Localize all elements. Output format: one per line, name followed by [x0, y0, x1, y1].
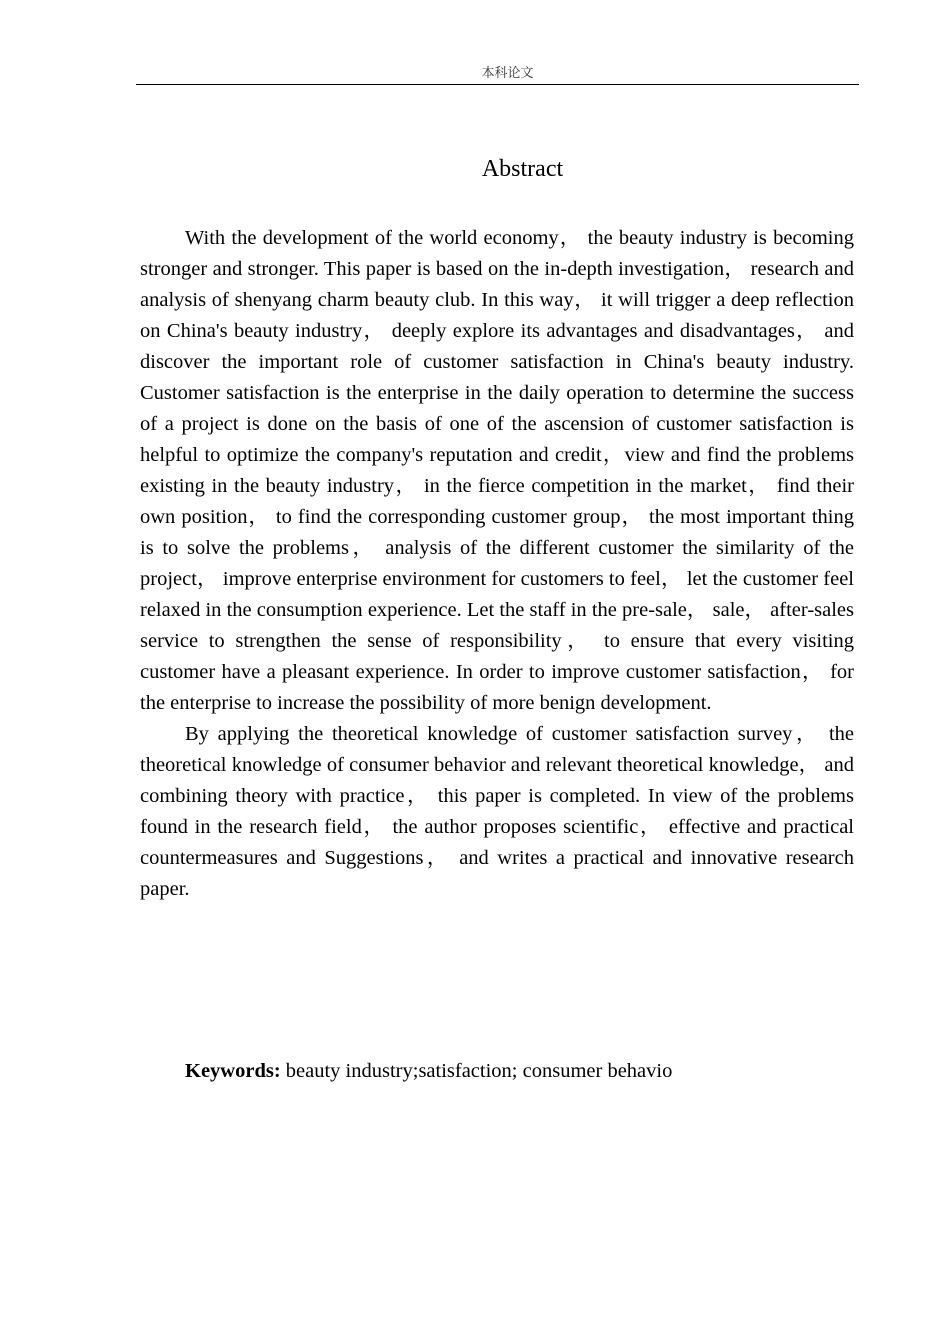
- page-header: [136, 64, 859, 85]
- keywords-label: Keywords:: [185, 1060, 281, 1082]
- keywords-text: beauty industry;satisfaction; consumer behavio: [280, 1060, 673, 1082]
- keywords-line: [185, 1056, 865, 1087]
- abstract-paragraph-1: With the development of the world economy， the beauty industry is becoming stronger and stronger. This paper is based on the in-depth investigation， research and analysis of shenyang charm beauty club. In this way， it will trigger a deep reflection on China's beauty industry， deeply explore its advantages and disadvantages， and discover the important role of customer satisfaction in China's beauty industry. Customer satisfaction is the enterprise in the daily operation to determine the success of a project is done on the basis of one of the ascension of customer satisfaction is helpful to optimize the company's reputation and credit，view and find the problems existing in the beauty industry， in the fierce competition in the market， find their own position， to find the corresponding customer group， the most important thing is to solve the problems， analysis of the different customer the similarity of the project， improve enterprise environment for customers to feel， let the customer feel relaxed in the consumption experience. Let the staff in the pre-sale， sale， after-sales service to strengthen the sense of responsibility， to ensure that every visiting customer have a pleasant experience. In order to improve customer satisfaction， for the enterprise to increase the possibility of more benign development.: [140, 227, 854, 714]
- abstract-paragraph-2: By applying the theoretical knowledge of customer satisfaction survey， the theoretical knowledge of consumer behavior and relevant theoretical knowledge， and combining theory with practice， this paper is completed. In view of the problems found in the research field， the author proposes scientific， effective and practical countermeasures and Suggestions， and writes a practical and innovative research paper.: [140, 723, 854, 900]
- abstract-body: [140, 223, 854, 905]
- abstract-title: Abstract: [481, 156, 564, 182]
- running-title: 本科论文: [481, 66, 534, 81]
